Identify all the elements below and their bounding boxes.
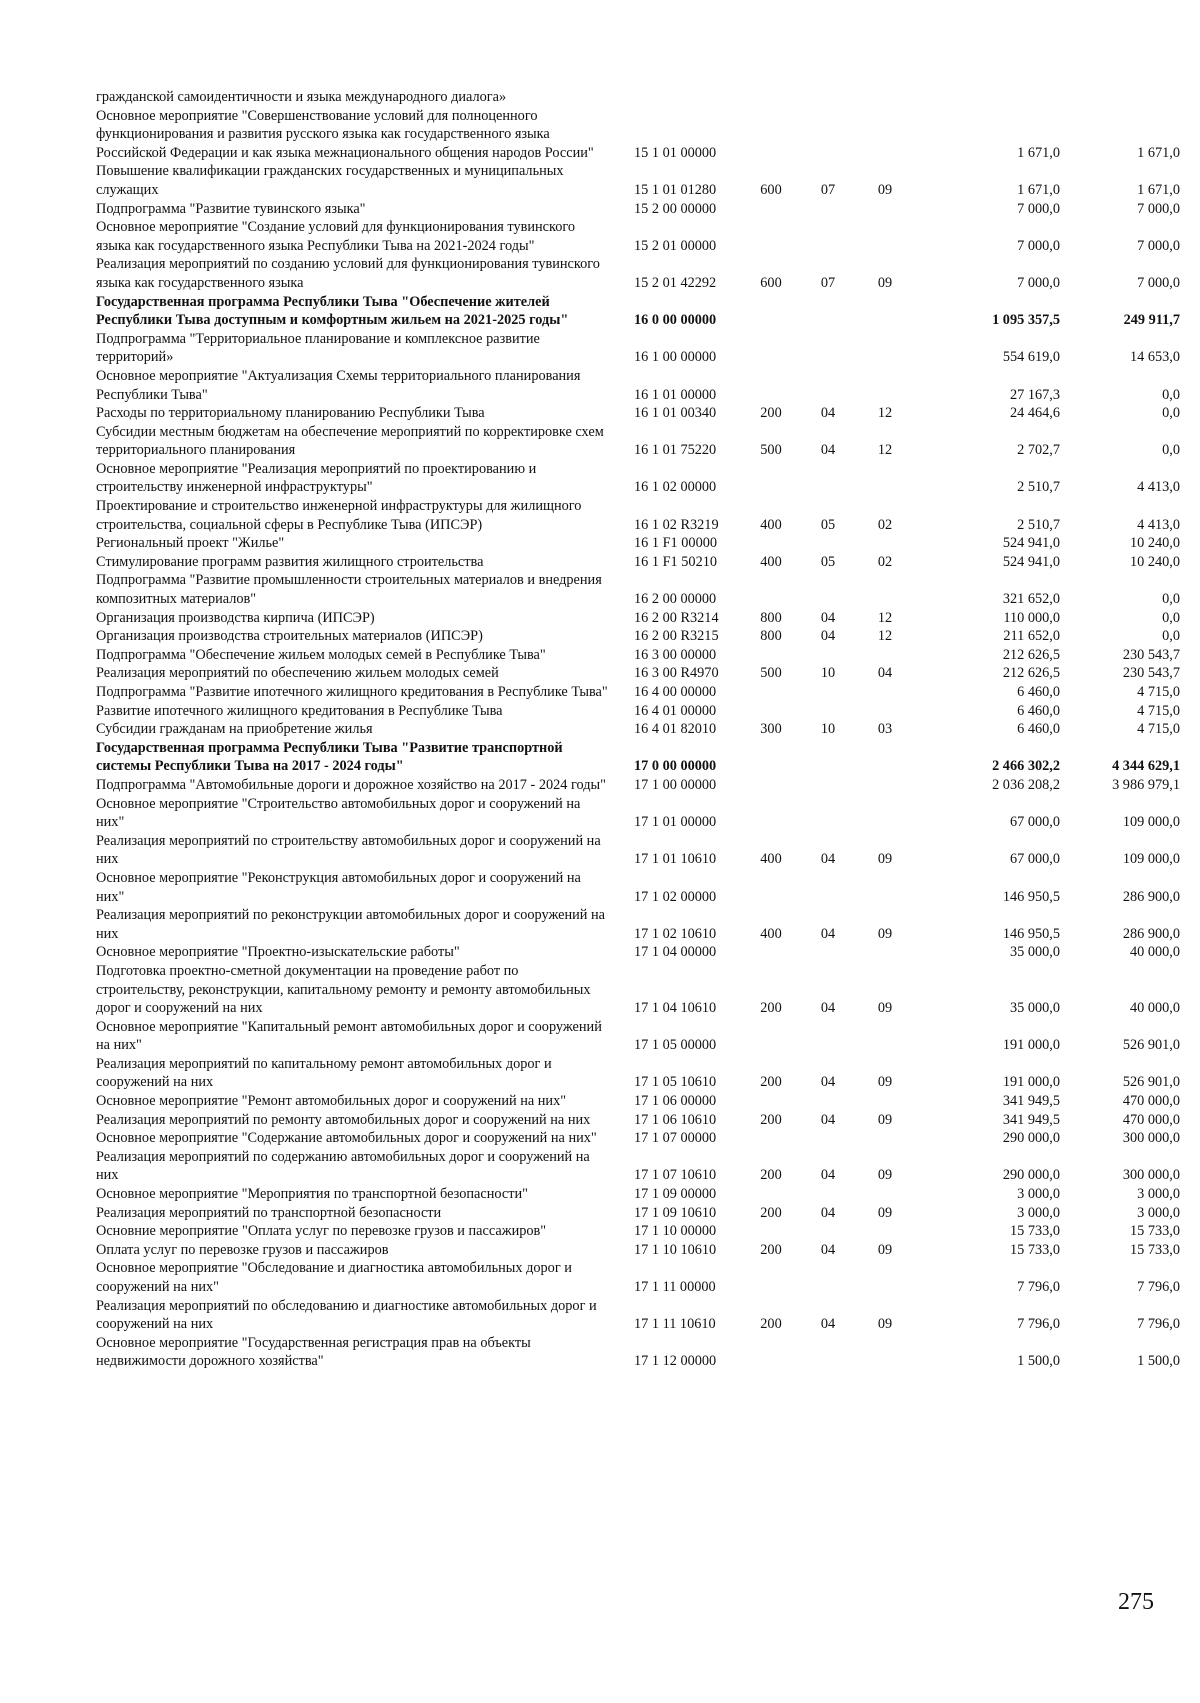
table-row [96, 1185, 1180, 1204]
table-row [96, 88, 1176, 107]
subsection-cell: 09 [877, 1074, 893, 1091]
amount-second-cell: 470 000,0 [1122, 1111, 1180, 1128]
amount-second-cell: 4 344 629,1 [1112, 758, 1180, 775]
row-name: Реализация мероприятий по ремонту автомобильных дорог и сооружений на них [96, 1111, 591, 1128]
amount-first-cell: 1 671,0 [1017, 181, 1060, 198]
expense-type-cell: 400 [760, 516, 782, 533]
table-row [96, 218, 1180, 255]
program-code-cell: 16 1 F1 00000 [634, 535, 718, 552]
subsection-cell: 09 [877, 1316, 893, 1333]
row-name: Основное мероприятие "Актуализация Схемы территориального планирования Республики Тыва" [96, 367, 581, 403]
program-code-cell: 16 2 00 00000 [634, 591, 717, 608]
amount-first-cell: 7 796,0 [1017, 1279, 1060, 1295]
subsection-cell: 02 [877, 553, 893, 570]
row-name: Подпрограмма "Обеспечение жильем молодых семей в Республике Тыва" [96, 646, 546, 663]
table-row [96, 1018, 1180, 1055]
row-name: Основное мероприятие "Содержание автомобильных дорог и сооружений на них" [96, 1130, 597, 1147]
amount-first-cell: 67 000,0 [1009, 814, 1060, 831]
amount-first-cell: 341 949,5 [1002, 1111, 1060, 1128]
amount-second-cell: 109 000,0 [1122, 851, 1180, 868]
table-row [96, 795, 1180, 832]
program-code-cell: 17 1 04 00000 [634, 944, 717, 961]
subsection-cell: 02 [877, 516, 893, 533]
amount-second-cell: 1 500,0 [1137, 1353, 1180, 1370]
page-number: 275 [1118, 1589, 1154, 1615]
program-code-cell: 17 1 05 00000 [634, 1037, 717, 1054]
table-row [96, 646, 1180, 665]
subsection-cell: 03 [877, 721, 893, 738]
subsection-cell: 09 [877, 1111, 893, 1128]
row-name: Организация производства кирпича (ИПСЭР) [96, 609, 375, 626]
expense-type-cell: 200 [760, 1167, 782, 1184]
program-code-cell: 16 0 00 00000 [634, 312, 717, 329]
table-row [96, 906, 1180, 943]
table-row [96, 739, 1180, 776]
expense-type-cell: 200 [760, 1074, 782, 1091]
row-name: Субсидии местным бюджетам на обеспечение мероприятий по корректировке схем территориального планирования [96, 423, 604, 459]
section-cell: 04 [820, 925, 836, 942]
amount-second-cell: 7 000,0 [1137, 274, 1180, 291]
amount-second-cell: 10 240,0 [1129, 553, 1180, 570]
table-row [96, 1204, 1180, 1223]
table-row [96, 1111, 1180, 1130]
row-name: Подготовка проектно-сметной документации на проведение работ по строительству, реконструкции, капитальному ремонту и ремонту автомобильных дорог и сооружений на них [96, 962, 591, 1017]
row-name: Основние мероприятие "Оплата услуг по перевозке грузов и пассажиров" [96, 1223, 547, 1240]
table-row [96, 423, 1180, 460]
table-row [96, 200, 1180, 219]
program-code-cell: 17 1 01 00000 [634, 814, 717, 831]
row-name: Реализация мероприятий по созданию условий для функционирования тувинского языка как государственного языка [96, 256, 600, 291]
program-code-cell: 16 1 02 R3219 [634, 516, 719, 533]
row-name: Реализация мероприятий по строительству автомобильных дорог и сооружений на них [96, 832, 601, 868]
amount-second-cell: 0,0 [1162, 591, 1180, 608]
row-name: Региональный проект "Жилье" [96, 535, 285, 552]
amount-first-cell: 524 941,0 [1002, 535, 1060, 552]
row-name: Проектирование и строительство инженерной инфраструктуры для жилищного строительства, социальной сферы в Республике Тыва (ИПСЭР) [96, 498, 582, 533]
row-name: Основное мероприятие "Создание условий для функционирования тувинского языка как государственного языка Республики Тыва на 2021-2024 годы" [96, 219, 576, 254]
row-name: Стимулирование программ развития жилищного строительства [96, 553, 484, 570]
amount-first-cell: 110 000,0 [1003, 609, 1060, 626]
table-row [96, 962, 1180, 1018]
expense-type-cell: 300 [760, 721, 782, 738]
amount-second-cell: 470 000,0 [1122, 1093, 1180, 1110]
expense-type-cell: 800 [760, 609, 782, 626]
expense-type-cell: 200 [760, 405, 782, 422]
table-row [96, 1222, 1180, 1241]
expense-type-cell: 600 [760, 274, 782, 291]
amount-first-cell: 146 950,5 [1002, 925, 1060, 942]
program-code-cell: 17 1 11 10610 [634, 1316, 716, 1333]
amount-second-cell: 3 000,0 [1137, 1204, 1180, 1221]
table-row [96, 162, 1180, 199]
row-name: Основное мероприятие "Совершенствование условий для полноценного функционирования и развития русского языка как государственного языка Российской Федерации и как языка межнационального общения народов России" [96, 107, 594, 161]
program-code-cell: 17 1 07 10610 [634, 1167, 717, 1184]
amount-first-cell: 24 464,6 [1009, 405, 1060, 422]
subsection-cell: 09 [877, 1241, 893, 1258]
amount-second-cell: 0,0 [1162, 609, 1180, 626]
subsection-cell: 09 [877, 1167, 893, 1184]
table-row [96, 943, 1180, 962]
amount-first-cell: 1 500,0 [1017, 1353, 1060, 1370]
amount-second-cell: 0,0 [1162, 628, 1180, 645]
amount-first-cell: 191 000,0 [1002, 1074, 1060, 1091]
section-cell: 04 [820, 1316, 836, 1333]
row-name: Подпрограмма "Автомобильные дороги и дорожное хозяйство на 2017 - 2024 годы" [96, 776, 606, 793]
table-row [96, 1241, 1180, 1260]
amount-second-cell: 286 900,0 [1122, 925, 1180, 942]
amount-second-cell: 0,0 [1162, 442, 1180, 459]
section-cell: 10 [820, 721, 836, 738]
expense-type-cell: 200 [760, 1241, 782, 1258]
table-row [96, 1334, 1180, 1371]
row-name: Основное мероприятие "Обследование и диагностика автомобильных дорог и сооружений на них" [96, 1260, 572, 1295]
amount-first-cell: 290 000,0 [1002, 1167, 1060, 1184]
amount-second-cell: 1 671,0 [1137, 144, 1180, 161]
amount-first-cell: 1 095 357,5 [992, 312, 1060, 329]
expense-type-cell: 500 [760, 665, 782, 682]
row-name: Реализация мероприятий по транспортной безопасности [96, 1204, 442, 1221]
expense-type-cell: 200 [760, 1204, 782, 1221]
row-name: Подпрограмма "Развитие ипотечного жилищного кредитования в Республике Тыва" [96, 684, 608, 700]
table-row [96, 1055, 1180, 1092]
expense-type-cell: 200 [760, 1000, 782, 1017]
subsection-cell: 12 [877, 628, 893, 645]
row-name: Государственная программа Республики Тыва "Развитие транспортной системы Республики Тыва на 2017 - 2024 годы" [96, 739, 563, 775]
program-code-cell: 17 1 12 00000 [634, 1353, 717, 1370]
amount-second-cell: 249 911,7 [1123, 312, 1180, 329]
program-code-cell: 17 1 07 00000 [634, 1130, 717, 1147]
amount-first-cell: 211 652,0 [1003, 628, 1060, 645]
amount-second-cell: 10 240,0 [1129, 535, 1180, 552]
amount-second-cell: 7 000,0 [1137, 200, 1180, 217]
table-row [96, 869, 1180, 906]
row-name: Развитие ипотечного жилищного кредитования в Республике Тыва [96, 702, 503, 719]
amount-first-cell: 290 000,0 [1002, 1130, 1060, 1147]
section-cell: 04 [820, 1204, 836, 1221]
section-cell: 04 [820, 609, 836, 626]
program-code-cell: 16 1 01 00000 [634, 386, 717, 403]
subsection-cell: 12 [877, 405, 893, 422]
amount-second-cell: 15 733,0 [1129, 1241, 1180, 1258]
program-code-cell: 17 1 10 10610 [634, 1241, 717, 1258]
section-cell: 10 [820, 665, 836, 682]
program-code-cell: 16 1 01 75220 [634, 442, 717, 459]
row-name: Повышение квалификации гражданских государственных и муниципальных служащих [96, 163, 564, 198]
subsection-cell: 04 [877, 665, 893, 682]
section-cell: 04 [820, 1074, 836, 1091]
program-code-cell: 17 1 06 10610 [634, 1111, 717, 1128]
expense-type-cell: 200 [760, 1316, 782, 1333]
table-row [96, 293, 1180, 330]
amount-second-cell: 4 715,0 [1137, 702, 1180, 719]
table-row [96, 627, 1180, 646]
program-code-cell: 15 1 01 00000 [634, 144, 717, 161]
table-row [96, 553, 1180, 572]
expense-type-cell: 400 [760, 925, 782, 942]
amount-first-cell: 554 619,0 [1002, 349, 1060, 366]
row-name: Основное мероприятие "Государственная регистрация прав на объекты недвижимости дорожного хозяйства" [96, 1334, 531, 1370]
row-name: Оплата услуг по перевозке грузов и пассажиров [96, 1241, 389, 1258]
expense-type-cell: 500 [760, 442, 782, 459]
amount-first-cell: 2 510,7 [1017, 516, 1060, 533]
amount-second-cell: 1 671,0 [1137, 181, 1180, 198]
amount-second-cell: 4 413,0 [1137, 479, 1180, 496]
amount-first-cell: 2 466 302,2 [992, 758, 1060, 775]
section-cell: 04 [820, 851, 836, 868]
amount-second-cell: 7 796,0 [1137, 1279, 1180, 1295]
program-code-cell: 17 1 09 00000 [634, 1186, 717, 1203]
amount-second-cell: 109 000,0 [1122, 814, 1180, 831]
row-name: Основное мероприятие "Капитальный ремонт автомобильных дорог и сооружений на них" [96, 1018, 602, 1054]
row-name: Организация производства строительных материалов (ИПСЭР) [96, 628, 483, 645]
table-row [96, 1259, 1180, 1296]
amount-second-cell: 230 543,7 [1122, 646, 1180, 663]
section-cell: 04 [820, 1167, 836, 1184]
amount-second-cell: 4 715,0 [1137, 684, 1180, 700]
expense-type-cell: 600 [760, 181, 782, 198]
amount-second-cell: 7 796,0 [1137, 1316, 1180, 1333]
row-name: Основное мероприятие "Реализация мероприятий по проектированию и строительству инженерной инфраструктуры" [96, 460, 537, 496]
subsection-cell: 09 [877, 1000, 893, 1017]
program-code-cell: 17 1 01 10610 [634, 851, 717, 868]
amount-first-cell: 212 626,5 [1002, 665, 1060, 682]
program-code-cell: 17 1 02 10610 [634, 925, 717, 942]
row-name: Расходы по территориальному планированию Республики Тыва [96, 405, 485, 422]
program-code-cell: 15 2 01 42292 [634, 274, 717, 291]
section-cell: 04 [820, 1241, 836, 1258]
table-row [96, 107, 1180, 163]
row-name: Основное мероприятие "Строительство автомобильных дорог и сооружений на них" [96, 795, 581, 831]
table-row [96, 571, 1180, 608]
subsection-cell: 09 [877, 1204, 893, 1221]
row-name: Основное мероприятие "Проектно-изыскательские работы" [96, 944, 460, 961]
amount-first-cell: 15 733,0 [1009, 1223, 1060, 1240]
row-name: Подпрограмма "Развитие тувинского языка" [96, 200, 366, 217]
program-code-cell: 17 1 04 10610 [634, 1000, 717, 1017]
program-code-cell: 16 1 01 00340 [634, 405, 717, 422]
program-code-cell: 16 4 01 82010 [634, 721, 717, 738]
program-code-cell: 17 1 09 10610 [634, 1204, 717, 1221]
amount-first-cell: 2 036 208,2 [992, 776, 1060, 793]
table-row [96, 832, 1180, 869]
amount-second-cell: 526 901,0 [1122, 1074, 1180, 1091]
amount-first-cell: 7 000,0 [1017, 237, 1060, 254]
table-row [96, 1297, 1180, 1334]
amount-second-cell: 3 000,0 [1137, 1186, 1180, 1203]
subsection-cell: 09 [877, 181, 893, 198]
subsection-cell: 12 [877, 609, 893, 626]
amount-first-cell: 3 000,0 [1017, 1186, 1060, 1203]
table-row [96, 534, 1180, 553]
amount-first-cell: 212 626,5 [1002, 646, 1060, 663]
amount-first-cell: 2 702,7 [1017, 442, 1060, 459]
amount-first-cell: 146 950,5 [1002, 888, 1060, 905]
expense-type-cell: 400 [760, 553, 782, 570]
subsection-cell: 12 [877, 442, 893, 459]
amount-first-cell: 67 000,0 [1009, 851, 1060, 868]
program-code-cell: 16 2 00 R3215 [634, 628, 719, 645]
table-row [96, 1129, 1180, 1148]
section-cell: 07 [820, 181, 836, 198]
amount-first-cell: 191 000,0 [1002, 1037, 1060, 1054]
row-name: Реализация мероприятий по обследованию и диагностике автомобильных дорог и сооружений на них [96, 1297, 597, 1333]
amount-second-cell: 0,0 [1162, 405, 1180, 422]
program-code-cell: 17 0 00 00000 [634, 758, 717, 775]
program-code-cell: 17 1 10 00000 [634, 1223, 717, 1240]
row-name: гражданской самоидентичности и языка международного диалога» [96, 89, 507, 105]
table-row [96, 330, 1180, 367]
amount-second-cell: 286 900,0 [1122, 888, 1180, 905]
expense-type-cell: 400 [760, 851, 782, 868]
table-row [96, 1092, 1180, 1111]
table-row [96, 609, 1180, 628]
amount-first-cell: 7 000,0 [1017, 200, 1060, 217]
subsection-cell: 09 [877, 274, 893, 291]
amount-first-cell: 2 510,7 [1017, 479, 1060, 496]
table-row [96, 683, 1180, 702]
row-name: Реализация мероприятий по обеспечению жильем молодых семей [96, 665, 499, 682]
section-cell: 04 [820, 442, 836, 459]
row-name: Основное мероприятие "Ремонт автомобильных дорог и сооружений на них" [96, 1093, 567, 1110]
section-cell: 07 [820, 274, 836, 291]
row-name: Подпрограмма "Развитие промышленности строительных материалов и внедрения композитных материалов" [96, 572, 602, 608]
amount-first-cell: 15 733,0 [1009, 1241, 1060, 1258]
row-name: Реализация мероприятий по капитальному ремонт автомобильных дорог и сооружений на них [96, 1055, 552, 1091]
program-code-cell: 16 2 00 R3214 [634, 609, 719, 626]
amount-second-cell: 14 653,0 [1129, 349, 1180, 366]
section-cell: 04 [820, 1000, 836, 1017]
amount-second-cell: 4 715,0 [1137, 721, 1180, 738]
row-name: Подпрограмма "Территориальное планирование и комплексное развитие территорий» [96, 330, 540, 366]
expense-type-cell: 200 [760, 1111, 782, 1128]
table-row [96, 460, 1180, 497]
amount-first-cell: 321 652,0 [1002, 591, 1060, 608]
amount-first-cell: 6 460,0 [1017, 721, 1060, 738]
program-code-cell: 16 3 00 R4970 [634, 665, 719, 682]
program-code-cell: 17 1 02 00000 [634, 888, 717, 905]
amount-second-cell: 4 413,0 [1137, 516, 1180, 533]
program-code-cell: 17 1 06 00000 [634, 1093, 717, 1110]
amount-first-cell: 27 167,3 [1009, 386, 1060, 403]
amount-first-cell: 524 941,0 [1002, 553, 1060, 570]
amount-second-cell: 0,0 [1162, 386, 1180, 403]
table-row [96, 1148, 1180, 1185]
program-code-cell: 15 1 01 01280 [634, 181, 717, 198]
program-code-cell: 15 2 00 00000 [634, 200, 717, 217]
section-cell: 05 [820, 553, 836, 570]
program-code-cell: 16 1 00 00000 [634, 349, 717, 366]
amount-first-cell: 341 949,5 [1002, 1093, 1060, 1110]
amount-first-cell: 3 000,0 [1017, 1204, 1060, 1221]
table-row [96, 702, 1180, 721]
program-code-cell: 16 1 F1 50210 [634, 553, 718, 570]
subsection-cell: 09 [877, 925, 893, 942]
amount-second-cell: 40 000,0 [1129, 1000, 1180, 1017]
section-cell: 04 [820, 1111, 836, 1128]
table-row [96, 664, 1180, 683]
amount-first-cell: 6 460,0 [1017, 684, 1060, 700]
row-name: Реализация мероприятий по реконструкции автомобильных дорог и сооружений на них [96, 907, 605, 942]
budget-table [96, 88, 1180, 1371]
amount-second-cell: 230 543,7 [1122, 665, 1180, 682]
row-name: Субсидии гражданам на приобретение жилья [96, 721, 373, 738]
table-row [96, 404, 1180, 423]
subsection-cell: 09 [877, 851, 893, 868]
amount-first-cell: 6 460,0 [1017, 702, 1060, 719]
section-cell: 05 [820, 516, 836, 533]
program-code-cell: 17 1 00 00000 [634, 776, 717, 793]
table-row [96, 776, 1180, 795]
table-row [96, 497, 1180, 534]
row-name: Государственная программа Республики Тыва "Обеспечение жителей Республики Тыва доступным и комфортным жильем на 2021-2025 годы" [96, 293, 569, 329]
program-code-cell: 16 4 00 00000 [634, 684, 717, 700]
table-row [96, 255, 1180, 292]
program-code-cell: 17 1 05 10610 [634, 1074, 717, 1091]
program-code-cell: 16 1 02 00000 [634, 479, 717, 496]
table-row [96, 367, 1180, 404]
expense-type-cell: 800 [760, 628, 782, 645]
program-code-cell: 15 2 01 00000 [634, 237, 717, 254]
amount-second-cell: 300 000,0 [1122, 1167, 1180, 1184]
amount-second-cell: 15 733,0 [1129, 1223, 1180, 1240]
program-code-cell: 16 3 00 00000 [634, 646, 717, 663]
row-name: Основное мероприятие "Мероприятия по транспортной безопасности" [96, 1186, 528, 1203]
amount-second-cell: 300 000,0 [1122, 1130, 1180, 1147]
row-name: Основное мероприятие "Реконструкция автомобильных дорог и сооружений на них" [96, 869, 581, 905]
row-name: Реализация мероприятий по содержанию автомобильных дорог и сооружений на них [96, 1148, 590, 1184]
amount-first-cell: 35 000,0 [1009, 1000, 1060, 1017]
amount-second-cell: 3 986 979,1 [1112, 776, 1180, 793]
amount-first-cell: 35 000,0 [1009, 944, 1060, 961]
section-cell: 04 [820, 628, 836, 645]
amount-second-cell: 7 000,0 [1137, 237, 1180, 254]
amount-first-cell: 7 000,0 [1017, 274, 1060, 291]
section-cell: 04 [820, 405, 836, 422]
program-code-cell: 16 4 01 00000 [634, 702, 717, 719]
amount-first-cell: 1 671,0 [1017, 144, 1060, 161]
amount-second-cell: 40 000,0 [1129, 944, 1180, 961]
table-row [96, 720, 1180, 739]
amount-first-cell: 7 796,0 [1017, 1316, 1060, 1333]
program-code-cell: 17 1 11 00000 [634, 1279, 716, 1295]
amount-second-cell: 526 901,0 [1122, 1037, 1180, 1054]
